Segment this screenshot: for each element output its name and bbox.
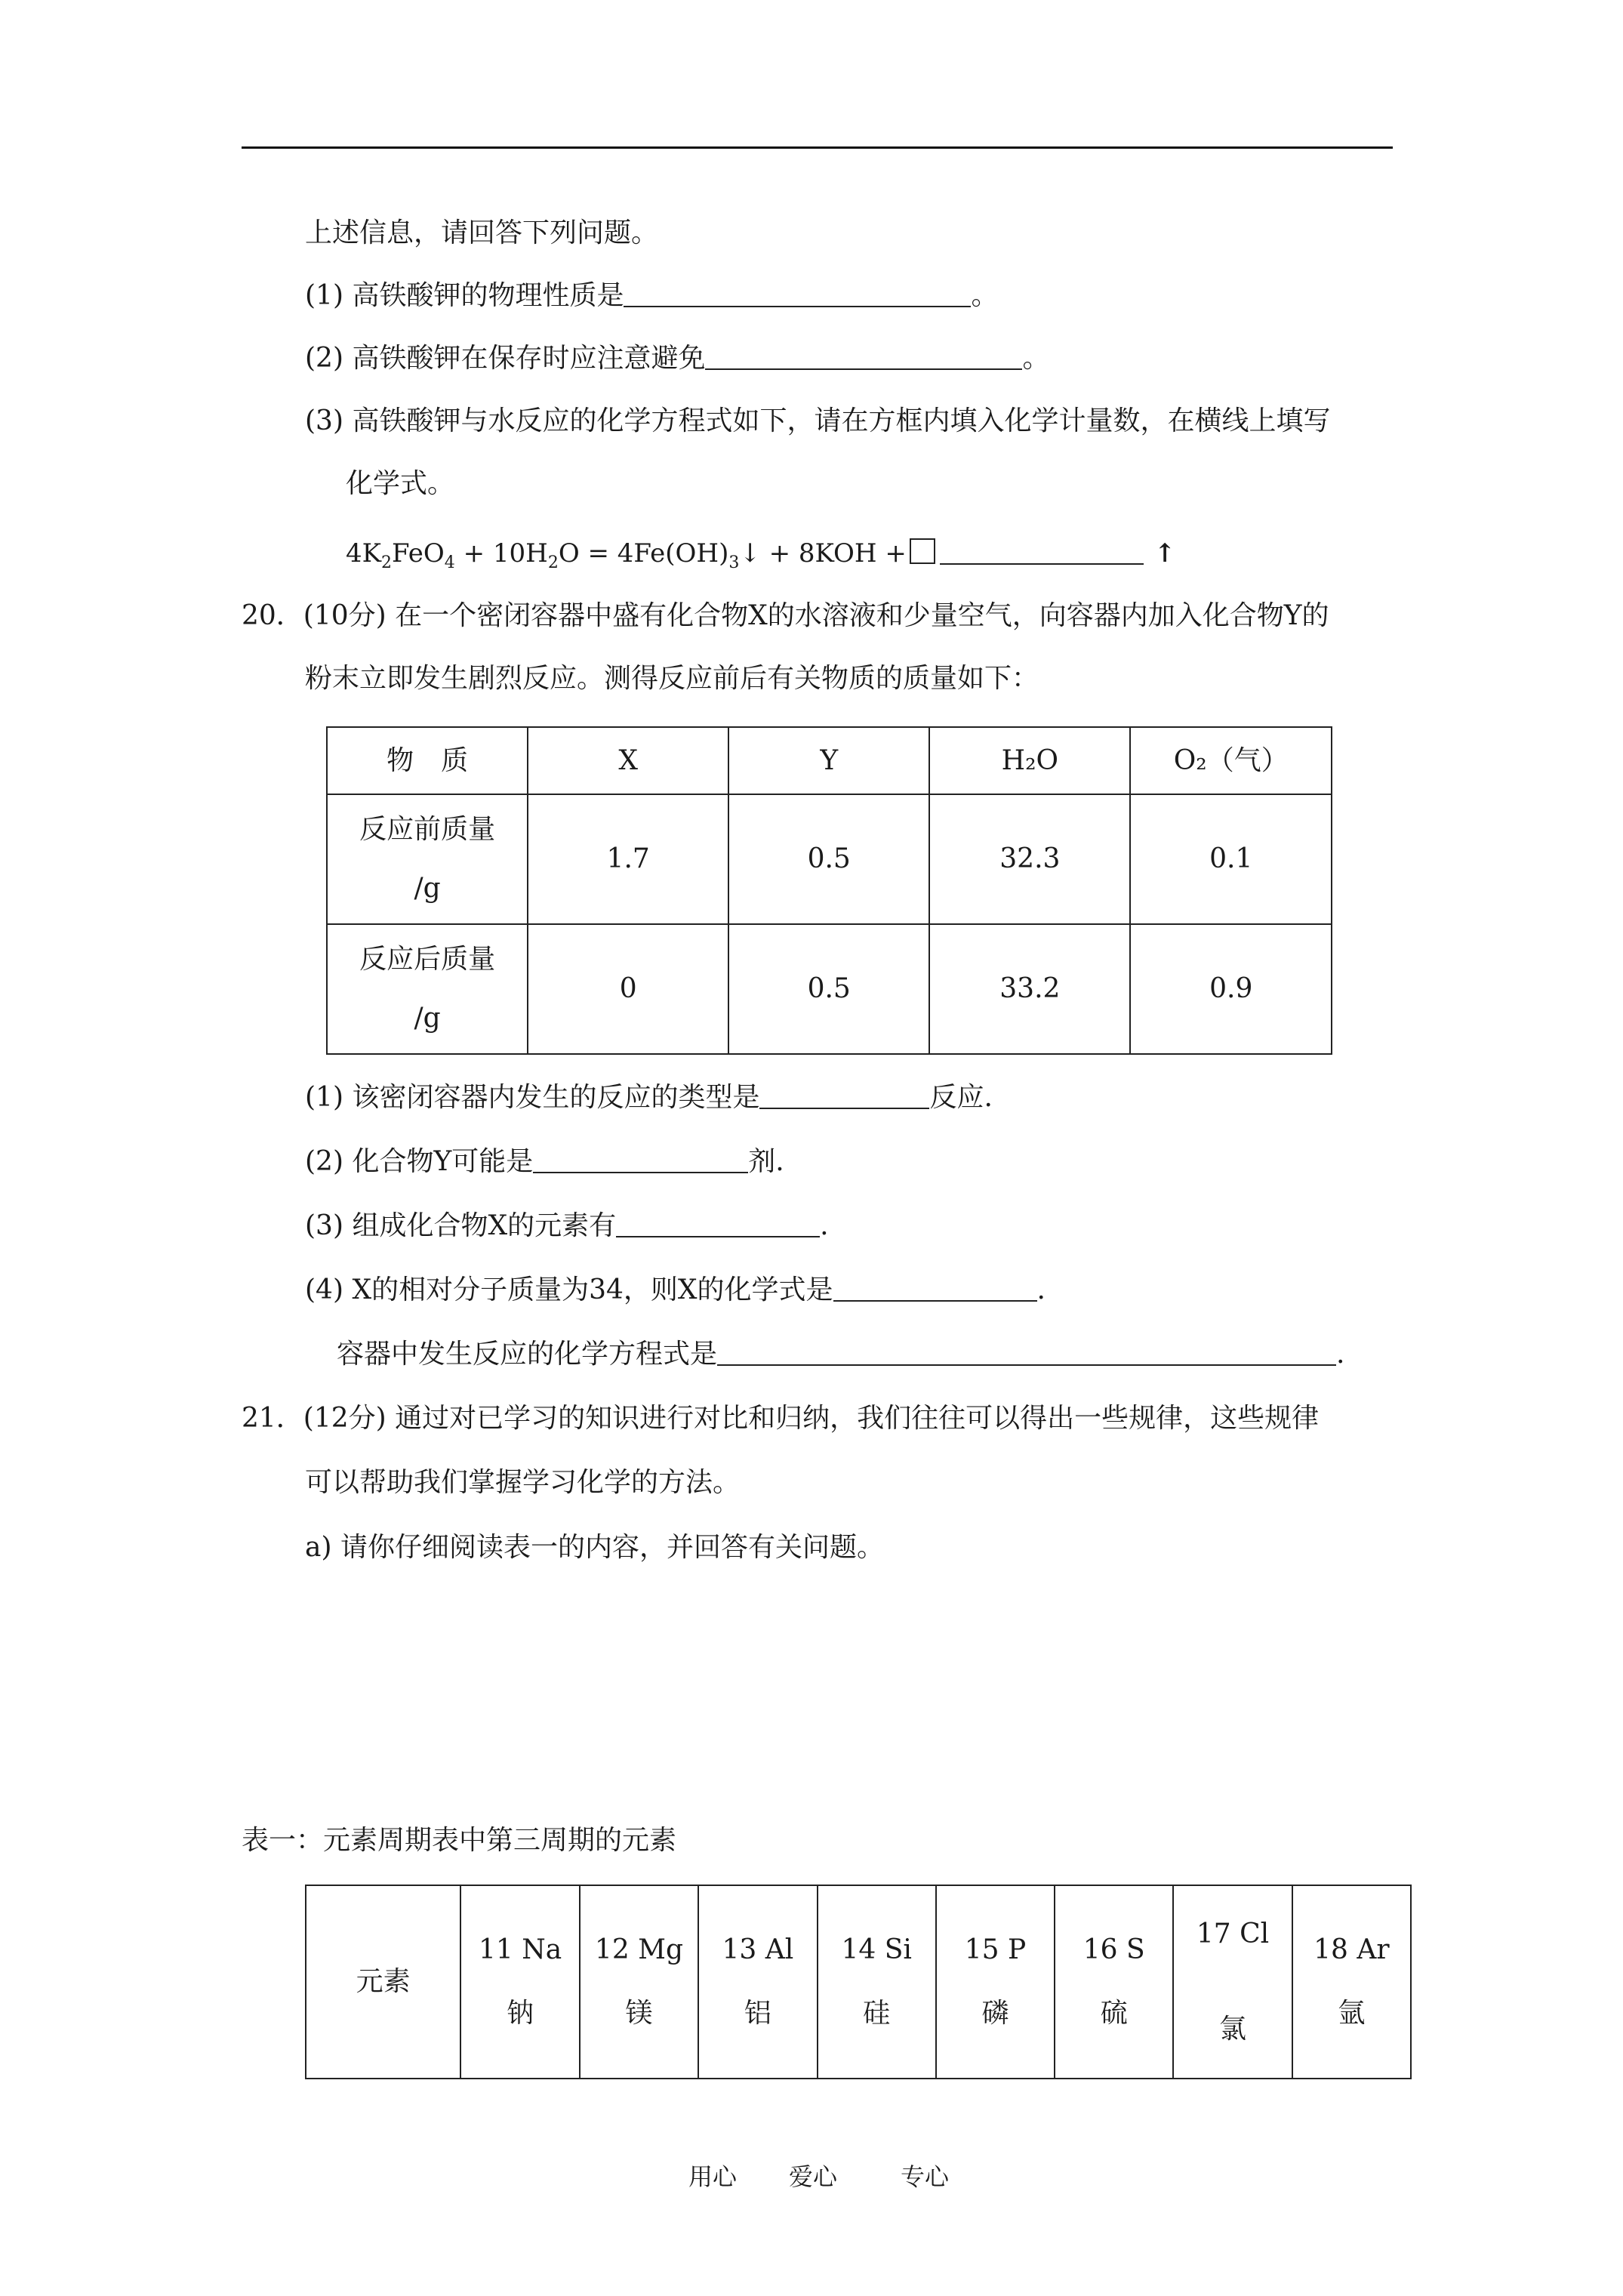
element-cell-na: 11 Na 钠 [460, 1885, 579, 2079]
row-label: 反应前质量 /g [327, 794, 528, 924]
element-table-row [306, 1885, 1411, 2079]
mass-cell: 0.5 [728, 924, 929, 1054]
q19-part1-blank[interactable] [624, 279, 971, 307]
header-cell: H₂O [929, 727, 1130, 794]
mass-table [326, 726, 1332, 1055]
element-cell-ar: 18 Ar 氩 [1292, 1885, 1411, 2079]
header-cell: X [528, 727, 728, 794]
q20-sub1: (1) 该密闭容器内发生的反应的类型是 反应. [305, 1082, 993, 1113]
q19-part3-line1: (3) 高铁酸钾与水反应的化学方程式如下，请在方框内填入化学计量数，在横线上填写 [305, 405, 1331, 436]
mass-cell: 0.5 [728, 794, 929, 924]
mass-cell: 0.1 [1130, 794, 1332, 924]
q19-part2: (2) 高铁酸钾在保存时应注意避免 。 [305, 343, 1050, 374]
q20-line2: 粉末立即发生剧烈反应。测得反应前后有关物质的质量如下： [305, 663, 1039, 694]
q20-sub3: (3) 组成化合物X的元素有 . [305, 1210, 829, 1241]
element-cell-si: 14 Si 硅 [818, 1885, 936, 2079]
element-label-cell: 元素 [306, 1885, 460, 2079]
q20-sub5-blank[interactable] [717, 1337, 1336, 1366]
table1-caption: 表一：元素周期表中第三周期的元素 [242, 1825, 677, 1856]
footer-word-3: 专心 [901, 2162, 950, 2191]
q19-part2-blank[interactable] [705, 341, 1022, 370]
q21-line3: a) 请你仔细阅读表一的内容，并回答有关问题。 [305, 1532, 884, 1563]
element-cell-cl: 17 Cl 氯 [1173, 1885, 1292, 2079]
q19-part1: (1) 高铁酸钾的物理性质是 。 [305, 280, 999, 311]
element-cell-p: 15 P 磷 [936, 1885, 1055, 2079]
q19-part3-line2: 化学式。 [346, 468, 455, 499]
footer-word-1: 用心 [688, 2162, 738, 2191]
intro-text: 上述信息，请回答下列问题。 [305, 217, 659, 248]
q20-sub2: (2) 化合物Y可能是 剂. [305, 1146, 784, 1177]
mass-cell: 1.7 [528, 794, 728, 924]
formula-blank[interactable] [940, 536, 1144, 565]
q20-sub5: 容器中发生反应的化学方程式是 . [337, 1339, 1345, 1370]
element-cell-s: 16 S 硫 [1055, 1885, 1173, 2079]
mass-cell: 32.3 [929, 794, 1130, 924]
element-cell-mg: 12 Mg 镁 [580, 1885, 699, 2079]
element-cell-al: 13 Al 铝 [698, 1885, 817, 2079]
mass-cell: 0.9 [1130, 924, 1332, 1054]
q20-sub4: (4) X的相对分子质量为34，则X的化学式是 . [305, 1274, 1046, 1305]
q19-equation: $4K_2FeO_4 + 10H_2O$ = $4Fe(OH)_3↓ + 8KOH$ + ↑ [346, 535, 1175, 572]
q20-sub3-blank[interactable] [616, 1209, 820, 1237]
coefficient-box[interactable] [910, 538, 935, 564]
header-cell: 物 质 [327, 727, 528, 794]
q21-line1: 21．(12分) 通过对已学习的知识进行对比和归纳，我们往往可以得出一些规律，这些规律 [242, 1403, 1320, 1434]
q21-line2: 可以帮助我们掌握学习化学的方法。 [305, 1467, 741, 1498]
header-cell: O₂（气） [1130, 727, 1332, 794]
footer-word-2: 爱心 [789, 2162, 838, 2191]
mass-table-row-before [327, 794, 1332, 924]
q20-sub4-blank[interactable] [833, 1273, 1037, 1302]
q20-sub2-blank[interactable] [533, 1145, 748, 1173]
row-label: 反应后质量 /g [327, 924, 528, 1054]
header-rule [242, 146, 1393, 149]
mass-table-header [327, 727, 1332, 794]
gas-arrow: ↑ [1153, 538, 1176, 569]
header-cell: Y [728, 727, 929, 794]
q20-line1: 20．(10分) 在一个密闭容器中盛有化合物X的水溶液和少量空气，向容器内加入化合物Y的 [242, 600, 1329, 631]
element-table [305, 1885, 1412, 2079]
q20-sub1-blank[interactable] [759, 1080, 929, 1109]
mass-cell: 0 [528, 924, 728, 1054]
mass-table-row-after [327, 924, 1332, 1054]
mass-cell: 33.2 [929, 924, 1130, 1054]
